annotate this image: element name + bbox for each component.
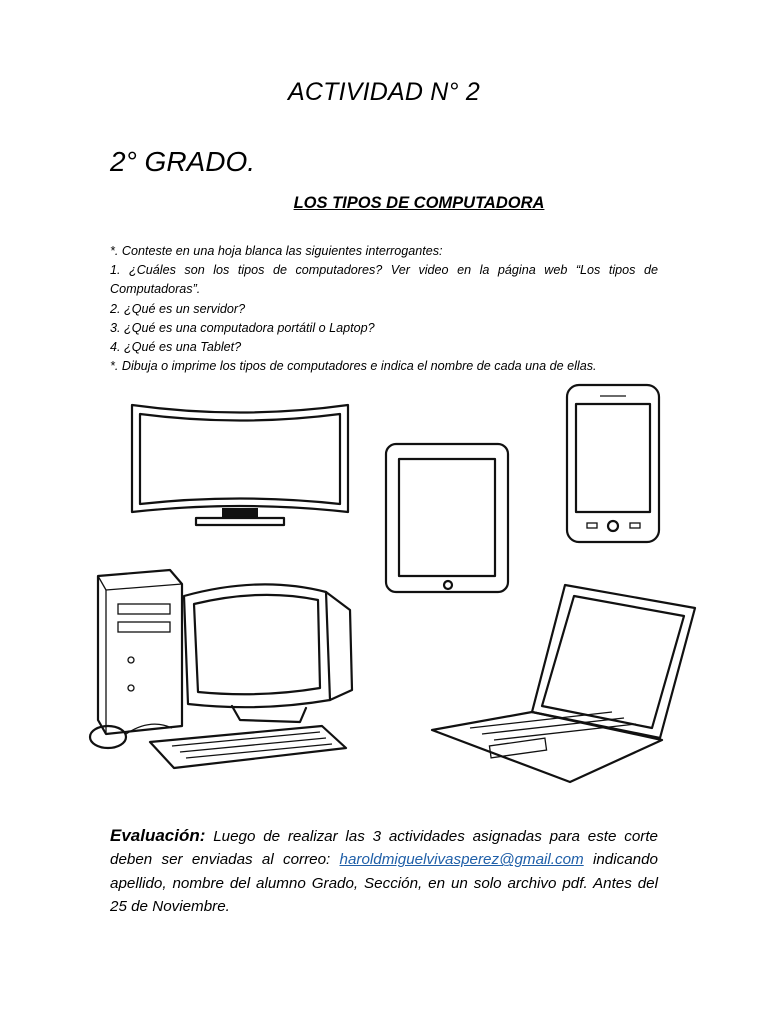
question-1: 1. ¿Cuáles son los tipos de computadores? Ver video en la página web “Los tipos de Computadoras”. — [110, 263, 658, 297]
instruction-intro: *. Conteste en una hoja blanca las siguientes interrogantes: — [110, 244, 443, 258]
question-4: 4. ¿Qué es una Tablet? — [110, 340, 242, 355]
grade-heading: 2° GRADO. — [110, 146, 256, 177]
instruction-list — [110, 242, 658, 376]
desktop-computer-icon — [90, 570, 352, 768]
tablet-icon — [386, 444, 508, 592]
smartphone-icon — [567, 385, 659, 542]
question-3: 3. ¿Qué es una computadora portátil o Laptop? — [110, 320, 375, 335]
email-link[interactable]: haroldmiguelvivasperez@gmail.com — [339, 851, 584, 869]
evaluation-label: Evaluación: — [110, 826, 206, 845]
computer-illustrations — [0, 380, 768, 800]
evaluation-text-2: indicando apellido, nombre del alumno Grado, Sección, en un solo archivo pdf. Antes del 25 de Noviembre. — [110, 851, 658, 916]
topic-subtitle: LOS TIPOS DE COMPUTADORA — [293, 194, 545, 212]
curved-monitor-icon — [132, 405, 348, 525]
drawing-instruction: *. Dibuja o imprime los tipos de computadores e indica el nombre de cada una de ellas. — [110, 359, 597, 374]
activity-title: ACTIVIDAD N° 2 — [288, 78, 480, 106]
evaluation-section — [110, 824, 658, 919]
question-2: 2. ¿Qué es un servidor? — [110, 301, 246, 316]
evaluation-text-1: Luego de realizar las 3 actividades asignadas para este corte deben ser enviadas al correo: — [110, 828, 658, 869]
laptop-icon — [432, 585, 695, 782]
